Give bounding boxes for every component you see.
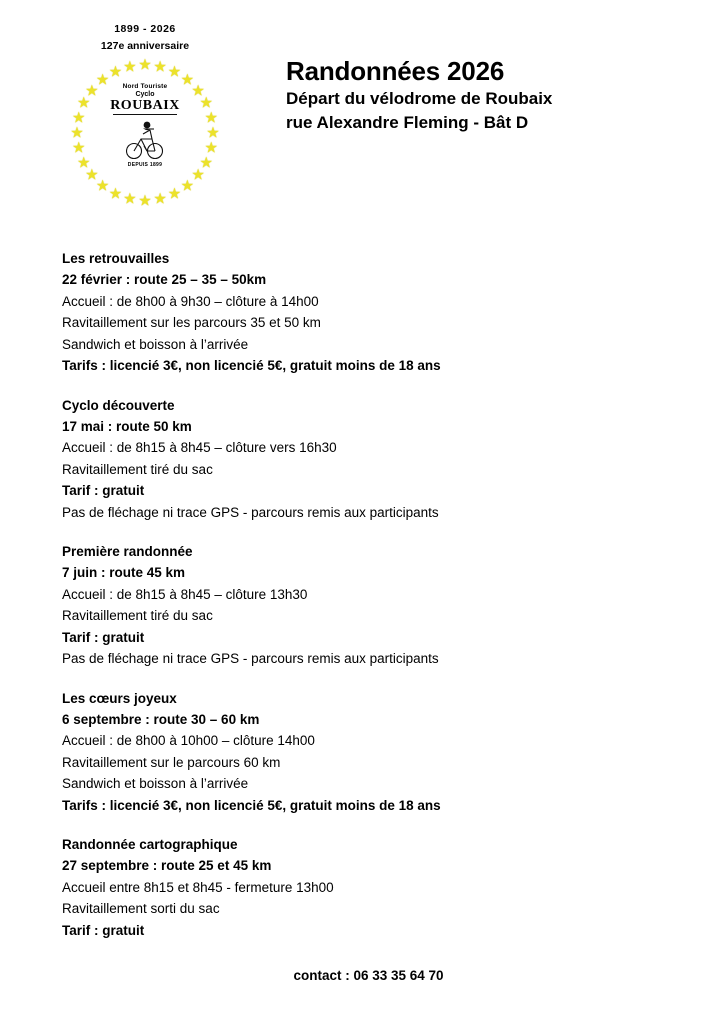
event-title: Première randonnée <box>62 544 193 559</box>
cyclist-icon <box>126 116 164 162</box>
event-detail-line: Accueil entre 8h15 et 8h45 - fermeture 13h00 <box>62 879 334 895</box>
logo-anniversary-text: 127e anniversaire <box>100 40 190 52</box>
event-title: Cyclo découverte <box>62 397 175 413</box>
event-detail-line: Ravitaillement tiré du sac <box>62 461 213 477</box>
contact-footer <box>0 968 727 983</box>
event-section <box>62 248 662 377</box>
event-detail-line: Ravitaillement tiré du sac <box>62 608 213 623</box>
logo-star-circle: Nord Touriste Cyclo ROUBAIX DEPUIS 1899 ★ ★ ★ ★ ★ ★ ★ ★ ★ ★ ★ ★ ★ ★ ★ ★ ★ ★ ★ ★ ★ ★ ★ ★ ★ ★ ★ ★ <box>70 56 220 210</box>
event-detail-line: Tarif : gratuit <box>62 629 145 645</box>
event-detail-line: Accueil : de 8h15 à 8h45 – clôture vers 16h30 <box>62 440 337 455</box>
contact-phone: contact : 06 33 35 64 70 <box>293 968 444 983</box>
event-title: Randonnée cartographique <box>62 837 238 852</box>
title-block <box>286 56 552 134</box>
club-logo <box>55 22 235 210</box>
logo-divider <box>113 114 177 115</box>
event-detail-line: Accueil : de 8h15 à 8h45 – clôture 13h30 <box>62 586 308 602</box>
events-list <box>62 248 662 959</box>
event-detail-line: 27 septembre : route 25 et 45 km <box>62 858 272 873</box>
event-detail-line: Ravitaillement sur les parcours 35 et 50 km <box>62 315 321 330</box>
event-detail-line: Ravitaillement sur le parcours 60 km <box>62 754 281 770</box>
event-title: Les retrouvailles <box>62 251 170 266</box>
event-detail-line: Sandwich et boisson à l’arrivée <box>62 776 249 791</box>
logo-emblem <box>99 81 191 185</box>
event-detail-line: Tarif : gratuit <box>62 483 145 498</box>
logo-club-line2: Cyclo <box>135 91 155 98</box>
logo-years-text: 1899 - 2026 <box>114 23 176 35</box>
event-detail-line: Sandwich et boisson à l’arrivée <box>62 336 249 352</box>
event-detail-line: 6 septembre : route 30 – 60 km <box>62 711 260 727</box>
event-section <box>62 395 662 524</box>
page-subtitle-line1: Départ du vélodrome de Roubaix <box>286 89 553 108</box>
event-detail-line: Accueil : de 8h00 à 10h00 – clôture 14h00 <box>62 733 315 748</box>
event-detail-line: 17 mai : route 50 km <box>62 418 192 434</box>
event-detail-line: 7 juin : route 45 km <box>62 565 186 580</box>
event-section <box>62 834 662 941</box>
event-detail-line: Ravitaillement sorti du sac <box>62 901 220 916</box>
document-header <box>0 14 727 229</box>
event-detail-line: Tarif : gratuit <box>62 922 145 938</box>
logo-club-line3: ROUBAIX <box>110 98 180 113</box>
event-detail-line: 22 février : route 25 – 35 – 50km <box>62 272 267 287</box>
event-detail-line: Accueil : de 8h00 à 9h30 – clôture à 14h00 <box>62 293 319 309</box>
logo-club-line1: Nord Touriste <box>122 83 168 90</box>
event-detail-line: Tarifs : licencié 3€, non licencié 5€, gratuit moins de 18 ans <box>62 358 441 373</box>
logo-club-line4: DEPUIS 1899 <box>127 162 163 168</box>
event-detail-line: Tarifs : licencié 3€, non licencié 5€, gratuit moins de 18 ans <box>62 797 441 813</box>
event-title: Les cœurs joyeux <box>62 690 177 706</box>
event-detail-line: Pas de fléchage ni trace GPS - parcours remis aux participants <box>62 504 439 520</box>
event-detail-line: Pas de fléchage ni trace GPS - parcours remis aux participants <box>62 651 439 666</box>
event-section <box>62 688 662 817</box>
page-title: Randonnées 2026 <box>286 56 505 86</box>
event-section <box>62 541 662 670</box>
page-subtitle-line2: rue Alexandre Fleming - Bât D <box>286 113 529 132</box>
